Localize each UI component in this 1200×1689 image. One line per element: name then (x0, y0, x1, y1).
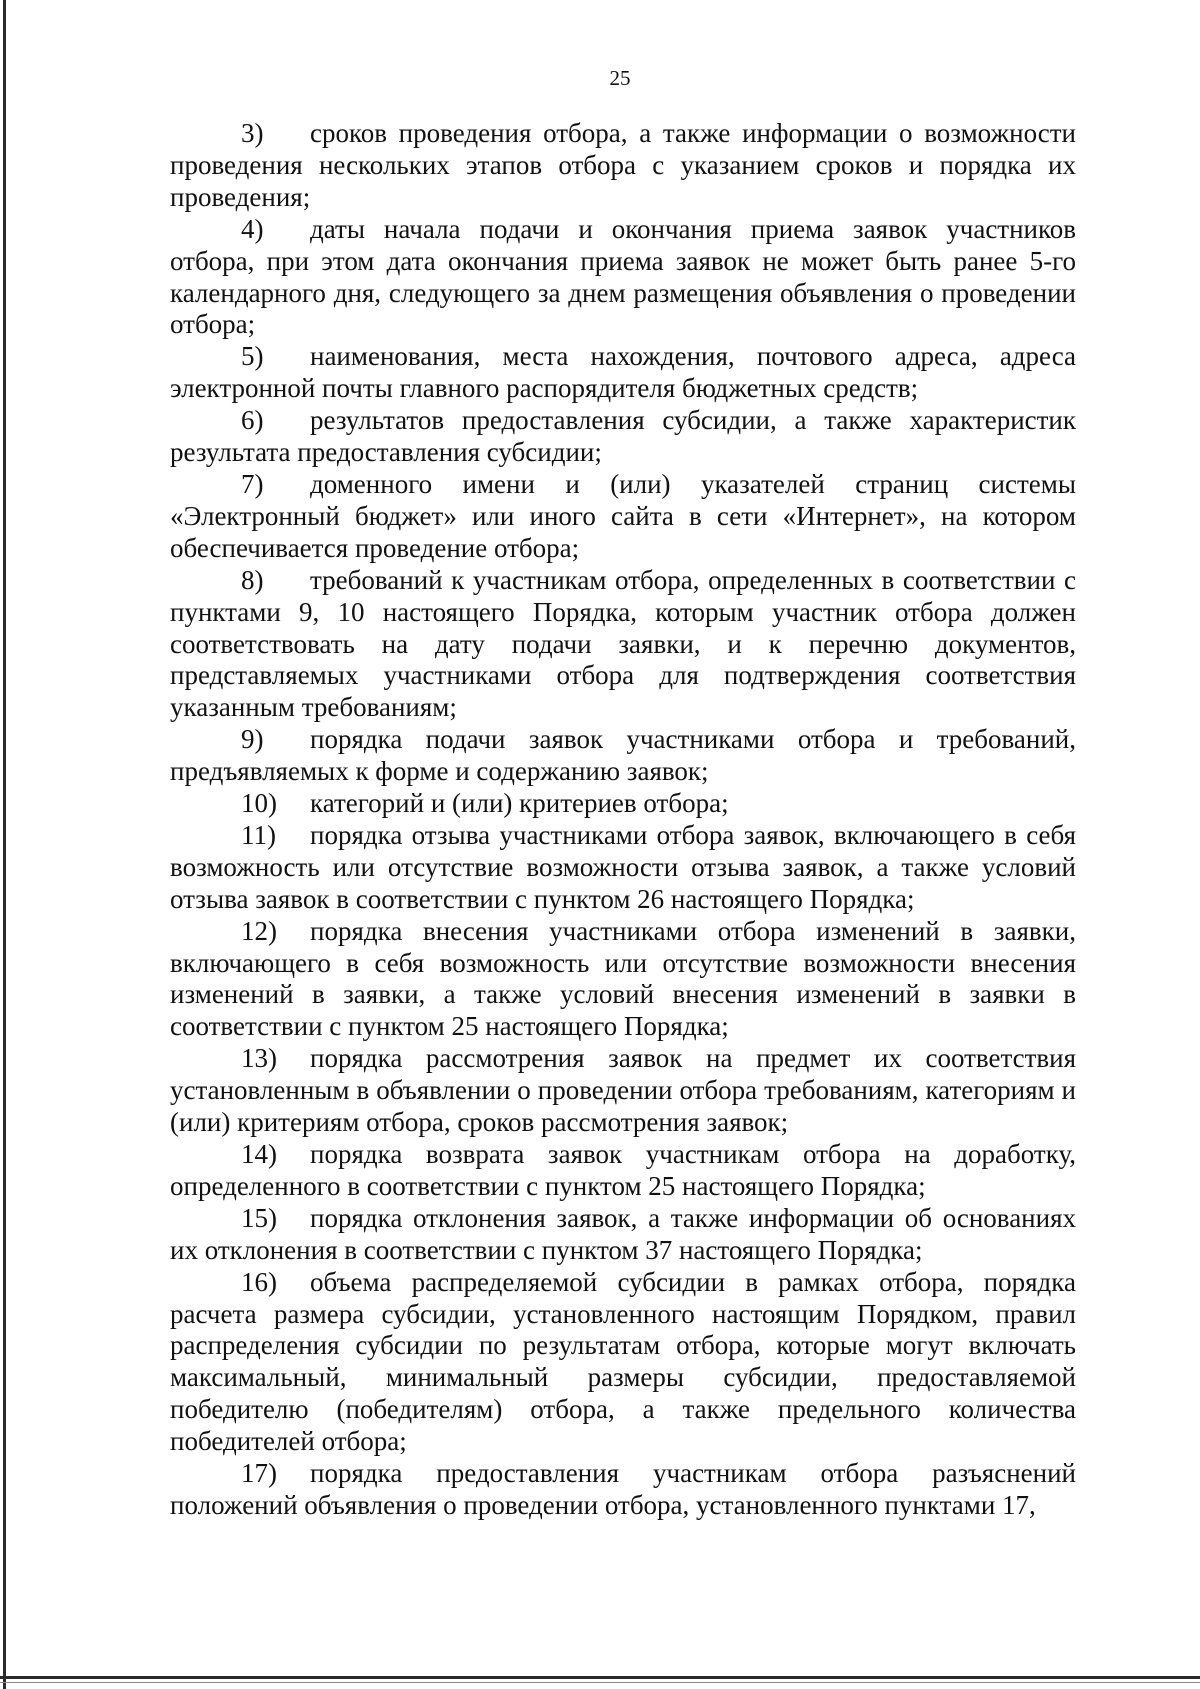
item-text: даты начала подачи и окончания приема заявок участников отбора, при этом дата окончания приема заявок не может быть ранее 5-го календарного дня, следующего за днем размещения объявления о проведении отбора; (170, 213, 1076, 340)
item-text: порядка предоставления участникам отбора разъяснений положений объявления о проведении отбора, установленного пунктами 17, (170, 1458, 1076, 1520)
list-item (170, 1267, 1076, 1458)
list-item (170, 1139, 1076, 1203)
item-text: наименования, места нахождения, почтового адреса, адреса электронной почты главного распорядителя бюджетных средств; (170, 341, 1076, 404)
list-item (170, 405, 1076, 469)
item-number: 7) (241, 468, 264, 499)
item-number: 13) (241, 1043, 277, 1074)
list-item (170, 1203, 1076, 1267)
item-text: сроков проведения отбора, а также информации о возможности проведения нескольких этапов отбора с указанием сроков и порядка их проведения; (170, 118, 1076, 212)
list-item (170, 214, 1076, 342)
item-number: 5) (241, 341, 264, 372)
list-item (170, 565, 1076, 725)
scan-edge-bottom-thin (0, 1682, 1200, 1683)
item-text: категорий и (или) критериев отбора; (310, 788, 729, 819)
item-text: порядка возврата заявок участникам отбора на доработку, определенного в соответствии с пунктом 25 настоящего Порядка; (170, 1139, 1076, 1201)
list-item (170, 916, 1076, 1044)
item-number: 12) (241, 915, 277, 946)
item-number: 11) (241, 819, 276, 850)
item-text: порядка рассмотрения заявок на предмет их соответствия установленным в объявлении о проведении отбора требованиям, категориям и (или) критериям отбора, сроков рассмотрения заявок; (170, 1043, 1076, 1138)
list-item (170, 341, 1076, 405)
item-text: порядка внесения участниками отбора изменений в заявки, включающего в себя возможность или отсутствие возможности внесения изменений в заявки, а также условий внесения изменений в заявки в соответствии с пунктом 25 настоящего Порядка; (170, 915, 1076, 1042)
item-text: объема распределяемой субсидии в рамках отбора, порядка расчета размера субсидии, установленного настоящим Порядком, правил распределения субсидии по результатам отбора, которые могут включать максимальный, минимальный размеры субсидии, предоставляемой победителю (победителям) отбора, а также предельного количества победителей отбора; (170, 1266, 1076, 1457)
list-item (170, 820, 1076, 916)
item-text: порядка отзыва участниками отбора заявок, включающего в себя возможность или отсутствие возможности отзыва заявок, а также условий отзыва заявок в соответствии с пунктом 26 настоящего Порядка; (170, 819, 1076, 914)
item-text: доменного имени и (или) указателей страниц системы «Электронный бюджет» или иного сайта в сети «Интернет», на котором обеспечивается проведение отбора; (170, 468, 1076, 563)
item-number: 3) (241, 118, 264, 148)
list-item (170, 1458, 1076, 1522)
document-body (170, 118, 1076, 1522)
item-number: 9) (241, 724, 264, 755)
item-number: 16) (241, 1266, 277, 1297)
item-number: 14) (241, 1139, 277, 1169)
item-number: 6) (241, 405, 264, 436)
item-text: порядка подачи заявок участниками отбора и требований, предъявляемых к форме и содержанию заявок; (170, 724, 1076, 787)
scan-edge-left (3, 0, 6, 1689)
scan-edge-bottom (0, 1676, 1200, 1679)
list-item (170, 118, 1076, 214)
list-item (170, 788, 1076, 820)
item-number: 17) (241, 1458, 277, 1489)
item-number: 15) (241, 1202, 277, 1233)
list-item (170, 1043, 1076, 1139)
list-item (170, 469, 1076, 565)
item-text: результатов предоставления субсидии, а также характеристик результата предоставления субсидии; (170, 405, 1076, 468)
list-item (170, 724, 1076, 788)
item-number: 4) (241, 213, 264, 244)
item-text: требований к участникам отбора, определенных в соответствии с пунктами 9, 10 настоящего Порядка, которым участник отбора должен соответствовать на дату подачи заявки, и к перечню документов, представляемых участниками отбора для подтверждения соответствия указанным требованиям; (170, 564, 1076, 723)
item-text: порядка отклонения заявок, а также информации об основаниях их отклонения в соответствии с пунктом 37 настоящего Порядка; (170, 1202, 1076, 1265)
page-number: 25 (609, 66, 631, 90)
item-number: 10) (241, 788, 277, 819)
item-number: 8) (241, 564, 264, 595)
